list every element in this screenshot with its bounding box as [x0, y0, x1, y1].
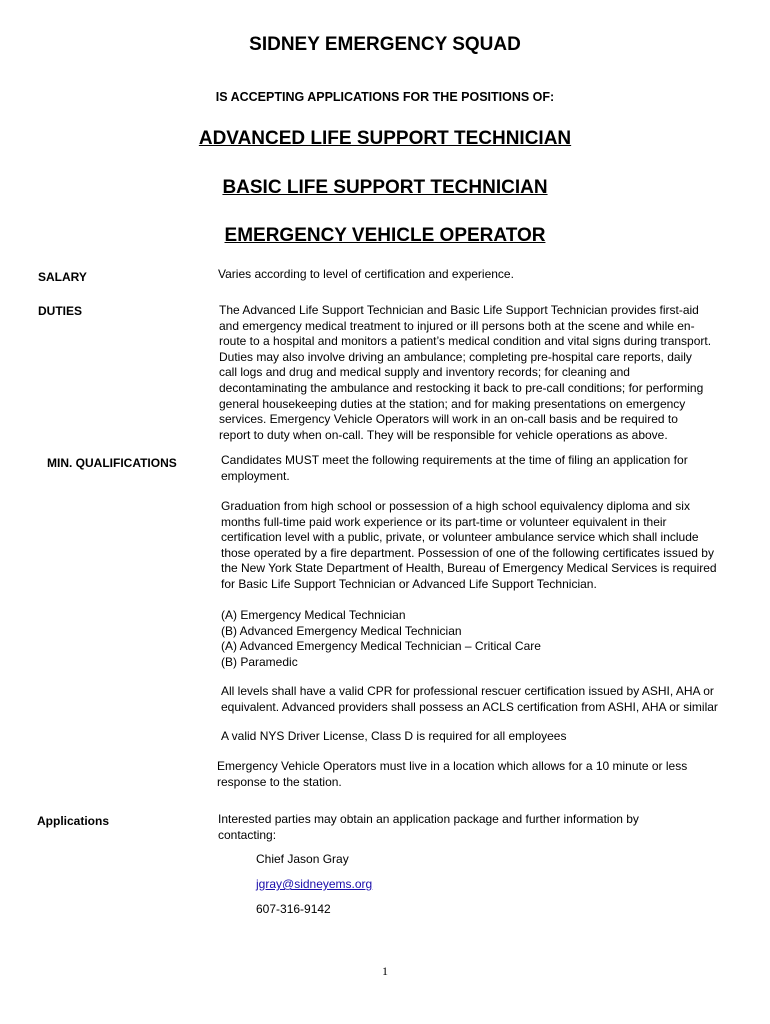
certificate-item: (A) Emergency Medical Technician — [221, 608, 406, 622]
certificate-item: (B) Advanced Emergency Medical Technician — [221, 623, 462, 638]
subtitle: IS ACCEPTING APPLICATIONS FOR THE POSITIONS OF: — [215, 90, 555, 104]
position-als: ADVANCED LIFE SUPPORT TECHNICIAN — [198, 128, 572, 149]
salary-text: Varies according to level of certification and experience. — [218, 267, 514, 281]
certificate-item: (A) Advanced Emergency Medical Technician – Critical Care — [221, 639, 541, 654]
certificate-list — [221, 608, 761, 670]
page-number: 1 — [382, 964, 388, 978]
applications-label: Applications — [37, 814, 110, 828]
qualifications-intro: Candidates MUST meet the following requirements at the time of filing an application for employment. — [221, 453, 688, 483]
qualifications-residence: Emergency Vehicle Operators must live in a location which allows for a 10 minute or less response to the station. — [217, 759, 688, 789]
qualifications-label: MIN. QUALIFICATIONS — [47, 456, 177, 470]
qualifications-education: Graduation from high school or possession of a high school equivalency diploma and six months full-time paid work experience or its part-time or volunteer equivalent in their certification level with a public, private, or volunteer ambulance service which shall include those operated by a fire department. Possession of one of the following certificates issued by the New York State Department of Health, Bureau of Emergency Medical Services is required for Basic Life Support Technician or Advanced Life Support Technician. — [221, 499, 717, 591]
contact-name: Chief Jason Gray — [256, 852, 349, 866]
qualifications-cpr: All levels shall have a valid CPR for professional rescuer certification issued by ASHI, AHA or equivalent. Advanced providers shall possess an ACLS certification from ASHI, AHA or similar — [221, 684, 718, 714]
salary-label: SALARY — [38, 270, 87, 284]
contact-phone: 607-316-9142 — [256, 902, 331, 916]
org-title: SIDNEY EMERGENCY SQUAD — [249, 34, 521, 55]
duties-text: The Advanced Life Support Technician and Basic Life Support Technician provides first-aid and emergency medical treatment to injured or ill persons both at the scene and while en- route to a hospital and monitors a patient’s medical condition and vital signs during transport. Duties may also involve driving an ambulance; completing pre-hospital care reports, daily call logs and drug and medical supply and inventory records; for cleaning and decontaminating the ambulance and restocking it back to pre-call conditions; for performing general housekeeping duties at the station; and for making presentations on emergency services. Emergency Vehicle Operators will work in an on-call basis and be required to report to duty when on-call. They will be responsible for vehicle operations as above. — [219, 303, 712, 442]
applications-intro: Interested parties may obtain an application package and further information by contacting: — [218, 812, 639, 842]
contact-email-link[interactable]: jgray@sidneyems.org — [256, 877, 373, 891]
certificate-item: (B) Paramedic — [221, 654, 298, 669]
qualifications-license: A valid NYS Driver License, Class D is required for all employees — [221, 729, 567, 743]
position-evo: EMERGENCY VEHICLE OPERATOR — [224, 225, 546, 246]
duties-label: DUTIES — [38, 304, 83, 318]
position-bls: BASIC LIFE SUPPORT TECHNICIAN — [222, 177, 548, 198]
